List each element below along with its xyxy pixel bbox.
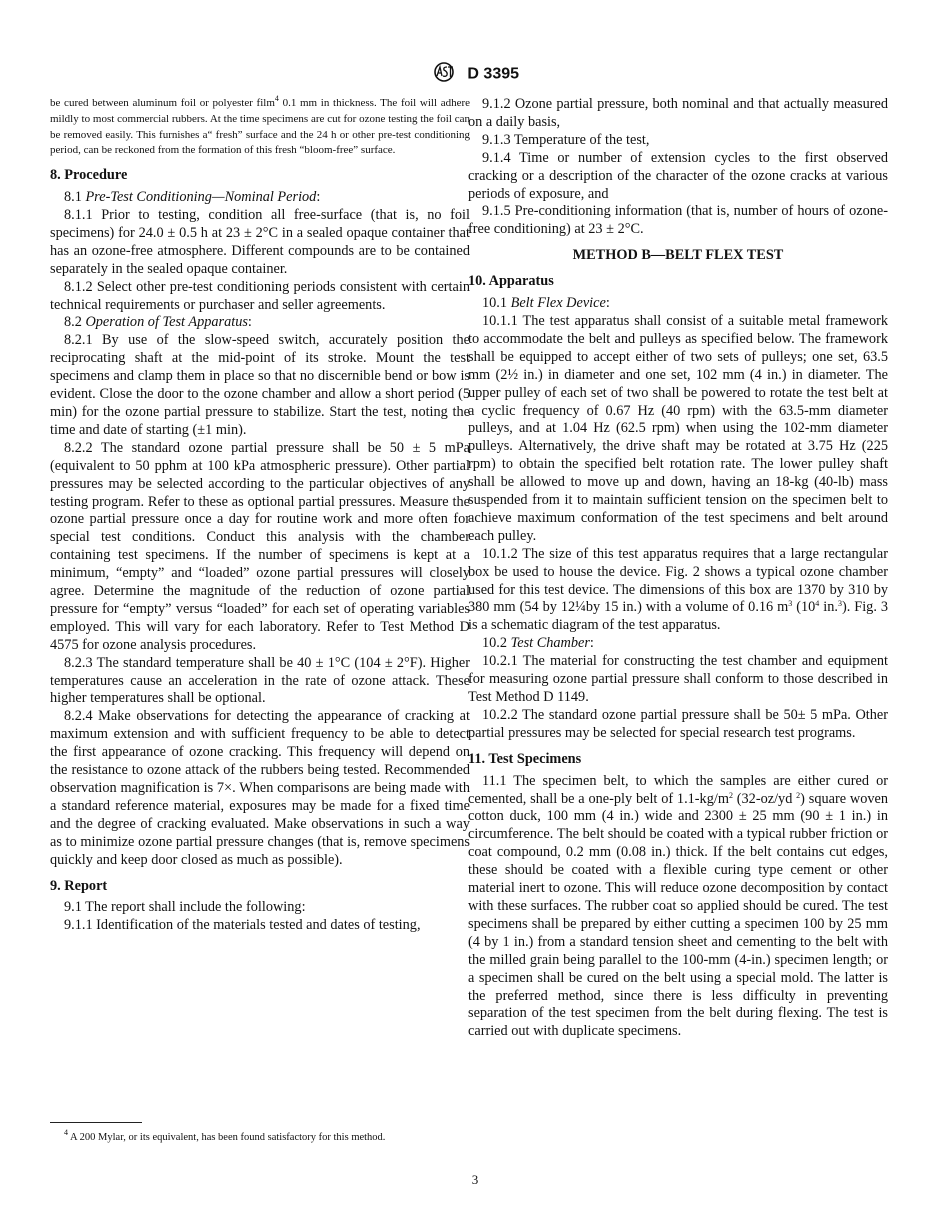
- paragraph: 8.1 Pre-Test Conditioning—Nominal Period:: [64, 189, 321, 206]
- paragraph: 8.2.1 By use of the slow-speed switch, accurately position the reciprocating shaft at the mid-point of its stroke. Mount the test specimens and clamp them in place so that no discernible bend or bow is evident. Close the door to the ozone chamber and allow a short period (5 min) for the ozone partial pressure to stabilize. Start the test, noting the time and date of starting (±1 min).: [50, 332, 470, 438]
- standard-designation: D 3395: [467, 65, 520, 83]
- paragraph: 9.1.1 Identification of the materials tested and dates of testing,: [64, 917, 421, 934]
- page-header: [0, 62, 950, 87]
- paragraph: 9.1.2 Ozone partial pressure, both nominal and that actually measured on a daily basis,: [468, 96, 888, 130]
- paragraph: 8.2 Operation of Test Apparatus:: [64, 314, 252, 331]
- paragraph: 9.1.5 Pre-conditioning information (that is, number of hours of ozone-free conditioning) at 23 ± 2°C.: [468, 203, 888, 238]
- paragraph: 8.1.1 Prior to testing, condition all free-surface (that is, no foil specimens) for 24.0 ± 0.5 h at 23 ± 2°C in a sealed opaque container that has an ozone-free atmosphere. Different compounds are to be contained separately in the sealed opaque container.: [50, 207, 470, 277]
- section-heading: 9. Report: [50, 877, 108, 894]
- paragraph: 8.2.4 Make observations for detecting the appearance of cracking at maximum extension and with sufficient frequency to be able to detect the first appearance of ozone cracking. This frequency will depend on the resistance to ozone attack of the rubbers being tested. Recommended observation magnification is 7×. When comparisons are being made with a standard reference material, exposures may be made for a fixed time and the degree of cracking evaluated. Make observations in such a way as to minimize ozone partial pressure changes (that is, remove specimens quickly and keep door closed as much as possible).: [50, 708, 470, 868]
- paragraph: 10.2.1 The material for constructing the test chamber and equipment for measuring ozone partial pressure shall conform to those described in Test Method D 1149.: [468, 653, 888, 705]
- paragraph: 8.2.3 The standard temperature shall be 40 ± 1°C (104 ± 2°F). Higher temperatures cause an acceleration in the rate of ozone attack. These higher temperatures shall be optional.: [50, 654, 470, 707]
- paragraph: 9.1 The report shall include the following:: [64, 899, 306, 916]
- paragraph: 10.2 Test Chamber:: [482, 635, 594, 652]
- paragraph: 8.2.2 The standard ozone partial pressure shall be 50 ± 5 mPa (equivalent to 50 pphm at 100 kPa atmospheric pressure). Other partial pressures may be selected according to the particular objectives of any testing program. Refer to these as optional partial pressures. Measure the ozone partial pressure once a day for routine work and more often for special test conditions. Conduct this analysis with the chamber containing test specimens. If the number of specimens is kept at a minimum, “empty” and “loaded” ozone partial pressures will closely agree. Determine the magnitude of the reduction of ozone partial pressure for “empty” versus “loaded” for each set of operating variables employed. This will vary for each laboratory. Refer to Test Method D 4575 for ozone analysis procedures.: [50, 439, 470, 653]
- intro-paragraph: be cured between aluminum foil or polyester film$^4$ 0.1 mm in thickness. The foil will adhere mildly to most commercial rubbers. At the time specimens are cut for ozone testing the foil can be removed easily. This furnishes a“ fresh” surface and the 24 h or other pre-test conditioning period, can be reckoned from the formation of this fresh “bloom-free” surface.: [50, 94, 470, 157]
- footnote: $^4$ A 200 Mylar, or its equivalent, has been found satisfactory for this method.: [64, 1128, 386, 1143]
- footnote-ref: 4: [274, 94, 279, 103]
- section-heading: 11. Test Specimens: [468, 750, 582, 767]
- paragraph: 10.1.2 The size of this test apparatus requires that a large rectangular box be used to house the device. Fig. 2 shows a typical ozone chamber used for this test device. The dimensions of this box are 1370 by 310 by 380 mm (54 by 12¼by 15 in.) with a volume of 0.16 $m^3$ ($10^4$ in.$^3$). Fig. 3 is a schematic diagram of the test apparatus.: [468, 545, 888, 634]
- footnote-divider: [50, 1122, 142, 1123]
- right-column: [468, 96, 888, 1041]
- section-heading: 8. Procedure: [50, 167, 128, 184]
- section-heading: 10. Apparatus: [468, 273, 554, 290]
- paragraph: 9.1.4 Time or number of extension cycles to the first observed cracking or a description of the character of the ozone cracks at various periods of exposure, and: [468, 149, 888, 202]
- paragraph: 9.1.3 Temperature of the test,: [482, 131, 650, 148]
- astm-logo-icon: [431, 62, 457, 87]
- left-column: [50, 96, 470, 935]
- paragraph: 11.1 The specimen belt, to which the samples are either cured or cemented, shall be a one-ply belt of $1.1-kg/m^2$ (32-oz/yd $^2$) square woven cotton duck, 100 mm (4 in.) wide and 2300 ± 25 mm (90 ± 1 in.) in circumference. The belt should be coated with a typical rubber friction or coat compound, 0.2 mm (0.08 in.) thick. If the belt contains cut edges, these should be coated with a flexible curing type cement or other material inert to ozone. This will reduce ozone decomposition by contact with these surfaces. The rubber coat so applied should be cured. The test specimens shall be prepared by either cutting a specimen 100 by 25 mm (4 by 1 in.) from a standard tension sheet and cementing to the belt with the milled grain being parallel to the 100-mm (4-in.) specimen length; or a specimen shall be cured on the belt using a special mold. The latter is the preferred method, since there is less difficulty in preventing separation of the test specimen from the belt during flexing. The test is carried out with duplicate specimens.: [468, 772, 888, 1040]
- page-number: 3: [471, 1172, 479, 1187]
- paragraph: 8.1.2 Select other pre-test conditioning periods consistent with certain technical requirements or purchaser and seller agreements.: [50, 278, 470, 313]
- paragraph: 10.2.2 The standard ozone partial pressure shall be 50± 5 mPa. Other partial pressures may be selected for special research test programs.: [468, 706, 888, 741]
- paragraph: 10.1 Belt Flex Device:: [482, 295, 610, 312]
- method-heading: METHOD B—BELT FLEX TEST: [572, 247, 784, 264]
- paragraph: 10.1.1 The test apparatus shall consist of a suitable metal framework to accommodate the belt and pulleys as specified below. The framework shall be equipped to accept either of two sets of pulleys; one set, 63.5 mm (2½ in.) in diameter and one set, 102 mm (4 in.) in diameter. The upper pulley of each set of two shall be powered to rotate the test belt at a cyclic frequency of 0.67 Hz (40 rpm) with the 63.5-mm diameter pulleys, and at 1.04 Hz (62.5 rpm) when using the 102-mm diameter pulleys. Alternatively, the drive shaft may be rotated at 3.75 Hz (225 rpm) to obtain the specified belt rotation rate. The lower pulley shaft shall be allowed to move up and down, having an 18-kg (40-lb) mass suspended from it to maintain sufficient tension on the specimen belt to achieve maximum conformation of the test specimens and belt around each pulley.: [468, 312, 888, 544]
